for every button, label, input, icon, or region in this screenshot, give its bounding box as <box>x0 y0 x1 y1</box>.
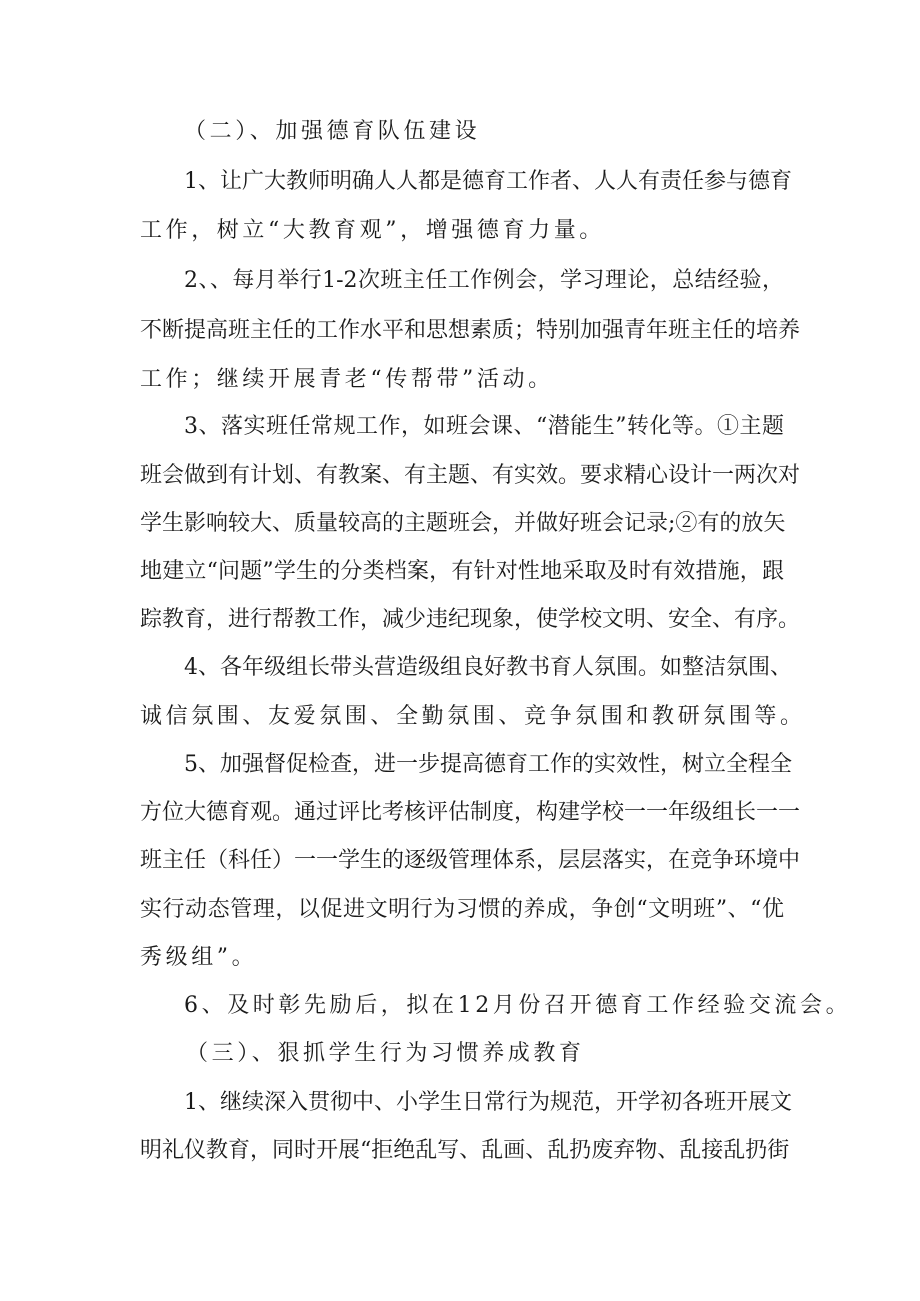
paragraph-line: 工作，树立“大教育观”，增强德育力量。 <box>140 218 605 243</box>
paragraph-line: 班主任（科任）一一学生的逐级管理体系，层层落实，在竞争环境中 <box>140 848 801 873</box>
paragraph-line: 学生影响较大、质量较高的主题班会，并做好班会记录;②有的放矢 <box>140 511 786 536</box>
paragraph-line: 1、让广大教师明确人人都是德育工作者、人人有责任参与德育 <box>184 169 792 194</box>
paragraph-line: 3、落实班任常规工作，如班会课、“潜能生”转化等。①主题 <box>184 414 784 439</box>
paragraph-line: 6、及时彰先励后，拟在12月份召开德育工作经验交流会。 <box>184 993 852 1018</box>
paragraph-line: 实行动态管理，以促进文明行为习惯的养成，争创“文明班”、“优 <box>140 897 784 922</box>
paragraph-line: 诚信氛围、友爱氛围、全勤氛围、竞争氛围和教研氛围等。 <box>140 704 806 729</box>
paragraph-line: 5、加强督促检查，进一步提高德育工作的实效性，树立全程全 <box>184 752 792 777</box>
paragraph-line: 明礼仪教育，同时开展“拒绝乱写、乱画、乱扔废弃物、乱接乱扔街 <box>140 1138 790 1163</box>
paragraph-line: 方位大德育观。通过评比考核评估制度，构建学校一一年级组长一一 <box>140 800 801 825</box>
paragraph-line: 工作；继续开展青老“传帮带”活动。 <box>140 367 554 392</box>
paragraph-line: 踪教育，进行帮教工作，减少违纪现象，使学校文明、安全、有序。 <box>140 607 801 632</box>
section-heading: （二）、加强德育队伍建设 <box>184 119 481 144</box>
paragraph-line: 班会做到有计划、有教案、有主题、有实效。要求精心设计一两次对 <box>140 463 801 488</box>
paragraph-line: 4、各年级组长带头营造级组良好教书育人氛围。如整洁氛围、 <box>184 655 792 680</box>
paragraph-line: 不断提高班主任的工作水平和思想素质；特别加强青年班主任的培养 <box>140 318 801 343</box>
paragraph-line: 地建立“问题”学生的分类档案，有针对性地采取及时有效措施，跟 <box>140 559 784 584</box>
paragraph-line: 2、、每月举行1-2次班主任工作例会，学习理论，总结经验， <box>184 268 784 293</box>
paragraph-line: 1、继续深入贯彻中、小学生日常行为规范，开学初各班开展文 <box>184 1090 792 1115</box>
paragraph-line: 秀级组”。 <box>140 945 258 970</box>
section-heading: （三）、狠抓学生行为习惯养成教育 <box>186 1041 585 1066</box>
